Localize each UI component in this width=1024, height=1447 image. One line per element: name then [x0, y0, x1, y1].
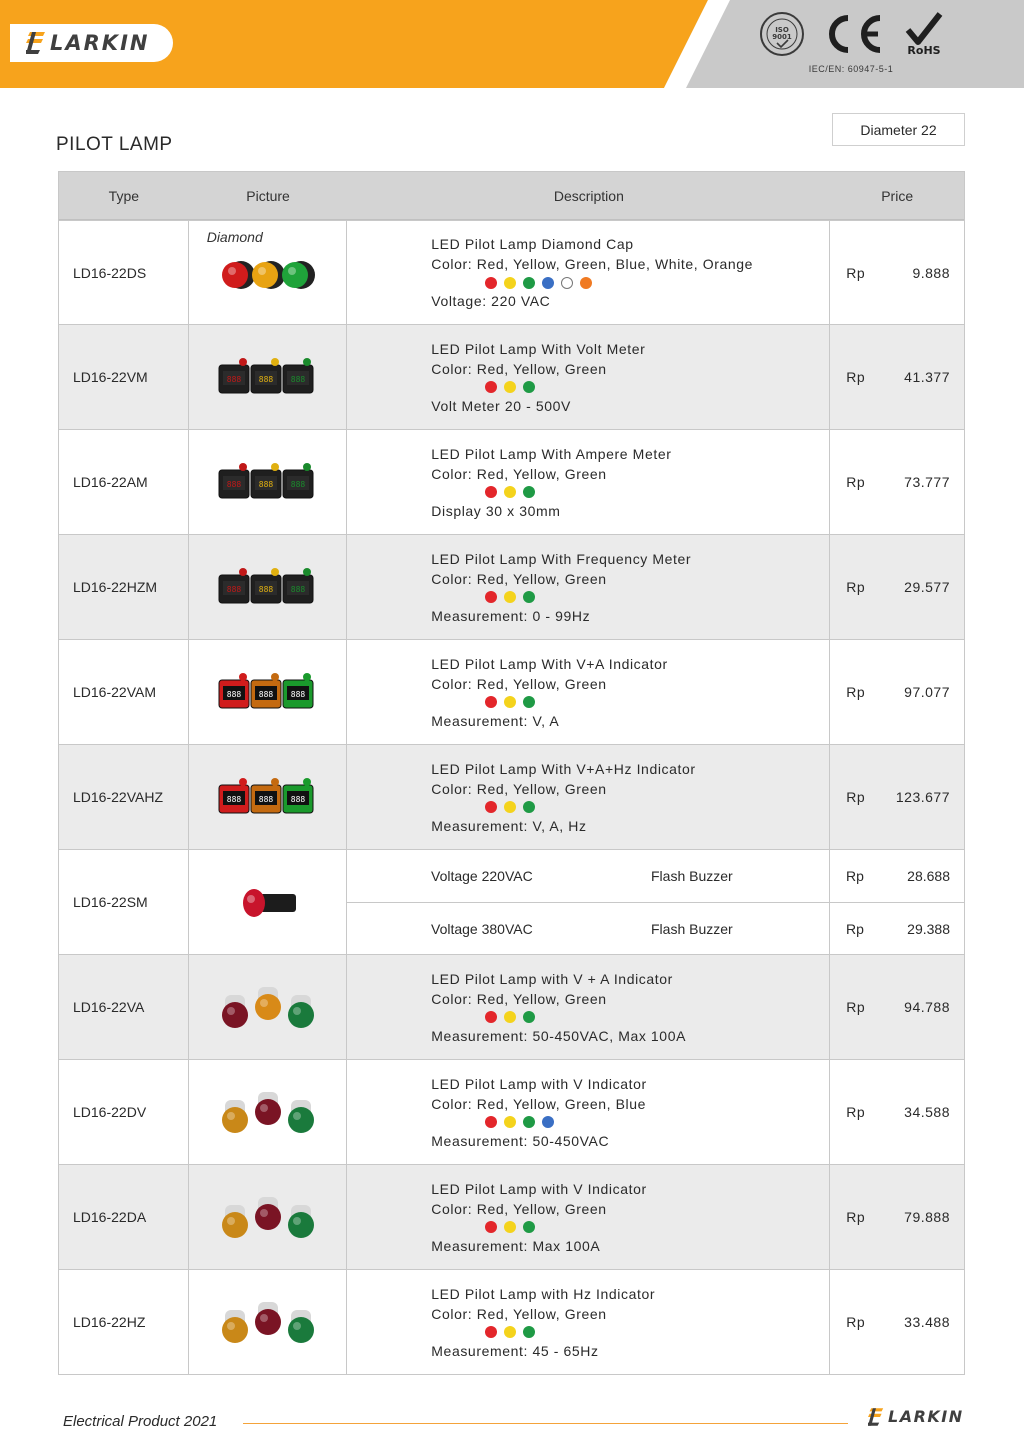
price-value: 29.577 — [904, 579, 950, 595]
picture-label: Diamond — [206, 229, 263, 245]
footer-divider — [243, 1423, 848, 1424]
color-swatch — [542, 277, 554, 289]
picture-cell — [189, 430, 348, 534]
color-swatches — [431, 379, 829, 396]
product-photo — [213, 1082, 323, 1142]
picture-cell — [189, 1270, 348, 1374]
color-swatch — [504, 801, 516, 813]
color-swatches — [431, 694, 829, 711]
product-title: LED Pilot Lamp with Hz Indicator — [431, 1285, 656, 1302]
svg-text:888: 888 — [290, 375, 305, 384]
variant-price-cell — [830, 850, 964, 902]
product-photo — [213, 1292, 323, 1352]
color-swatch — [485, 1011, 497, 1023]
color-options: Color: Red, Yellow, Green — [431, 1200, 607, 1217]
color-swatches — [431, 1219, 829, 1236]
color-swatch — [504, 381, 516, 393]
svg-text:888: 888 — [226, 795, 241, 804]
color-swatch — [485, 486, 497, 498]
product-photo — [213, 347, 323, 407]
color-options: Color: Red, Yellow, Green — [431, 1305, 607, 1322]
variant-feature: Flash Buzzer — [651, 868, 733, 884]
picture-cell — [189, 535, 348, 639]
currency: Rp — [846, 868, 864, 884]
table-row — [59, 324, 964, 429]
product-type: LD16-22VAM — [59, 640, 189, 744]
table-row — [59, 429, 964, 534]
price-cell — [830, 955, 964, 1059]
table-body — [59, 220, 964, 1374]
header-picture: Picture — [246, 187, 290, 204]
product-type: LD16-22DA — [59, 1165, 189, 1269]
product-title: LED Pilot Lamp With Ampere Meter — [431, 445, 672, 462]
svg-text:888: 888 — [290, 585, 305, 594]
color-swatch — [504, 1011, 516, 1023]
product-type: LD16-22DV — [59, 1060, 189, 1164]
price-value: 79.888 — [904, 1209, 950, 1225]
color-swatch — [485, 801, 497, 813]
svg-text:9001: 9001 — [772, 33, 792, 41]
table-row — [59, 220, 964, 324]
variant-feature: Flash Buzzer — [651, 920, 733, 937]
color-swatch — [504, 1326, 516, 1338]
variant-voltage: Voltage 220VAC — [431, 868, 533, 884]
product-photo — [212, 872, 322, 932]
product-detail: Voltage: 220 VAC — [431, 293, 551, 309]
color-options: Color: Red, Yellow, Green — [431, 990, 607, 1007]
picture-cell — [189, 221, 348, 324]
price-value: 29.388 — [907, 920, 950, 937]
product-photo — [213, 452, 323, 512]
color-options: Color: Red, Yellow, Green — [431, 465, 607, 482]
color-swatch — [523, 381, 535, 393]
color-swatches — [431, 1114, 829, 1131]
product-table — [58, 171, 965, 1375]
rohs-label: RoHS — [907, 44, 941, 56]
diameter-badge: Diameter 22 — [832, 113, 965, 146]
price-value: 123.677 — [895, 789, 950, 805]
color-swatches — [431, 1324, 829, 1341]
product-type: LD16-22HZ — [59, 1270, 189, 1374]
description-cell — [347, 535, 830, 639]
product-title: LED Pilot Lamp With Volt Meter — [431, 340, 646, 357]
table-row — [59, 1164, 964, 1269]
table-row — [59, 1059, 964, 1164]
color-swatch — [504, 591, 516, 603]
color-options: Color: Red, Yellow, Green — [431, 675, 607, 692]
product-title: LED Pilot Lamp Diamond Cap — [431, 236, 634, 252]
currency: Rp — [846, 474, 866, 490]
color-swatch — [485, 277, 497, 289]
picture-cell — [189, 1165, 348, 1269]
header-price: Price — [881, 187, 914, 204]
description-cell — [347, 325, 830, 429]
color-swatches — [431, 274, 829, 291]
color-options: Color: Red, Yellow, Green — [431, 570, 607, 587]
description-cell — [347, 430, 830, 534]
variant-price-cell — [830, 903, 964, 954]
standard-label: IEC/EN: 60947-5-1 — [808, 64, 894, 74]
product-title: LED Pilot Lamp With Frequency Meter — [431, 550, 692, 567]
brand-logo — [10, 24, 173, 62]
price-value: 34.588 — [904, 1104, 950, 1120]
color-swatch — [485, 1326, 497, 1338]
color-swatch — [504, 1221, 516, 1233]
color-swatch — [523, 1116, 535, 1128]
table-row — [59, 849, 964, 954]
product-type: LD16-22VM — [59, 325, 189, 429]
product-detail: Measurement: 50-450VAC — [431, 1132, 610, 1149]
product-detail: Measurement: 50-450VAC, Max 100A — [431, 1027, 687, 1044]
product-type: LD16-22AM — [59, 430, 189, 534]
product-type: LD16-22HZM — [59, 535, 189, 639]
iso-certificate-icon — [759, 11, 805, 57]
description-cell — [347, 955, 830, 1059]
color-options: Color: Red, Yellow, Green — [431, 360, 607, 377]
price-cell — [830, 535, 964, 639]
svg-text:888: 888 — [290, 690, 305, 699]
color-swatch — [523, 1326, 535, 1338]
table-header — [59, 172, 964, 220]
description-cell — [347, 640, 830, 744]
product-title: LED Pilot Lamp with V + A Indicator — [431, 970, 673, 987]
svg-text:888: 888 — [290, 480, 305, 489]
svg-text:888: 888 — [258, 795, 273, 804]
price-cell — [830, 221, 964, 324]
variant-row — [347, 850, 964, 902]
price-cell — [830, 640, 964, 744]
svg-text:888: 888 — [258, 375, 273, 384]
currency: Rp — [846, 1209, 866, 1225]
color-swatch — [504, 1116, 516, 1128]
color-swatches — [431, 1009, 829, 1026]
currency: Rp — [846, 579, 866, 595]
product-detail: Measurement: V, A, Hz — [431, 817, 587, 834]
product-detail: Volt Meter 20 - 500V — [431, 397, 571, 414]
product-detail: Display 30 x 30mm — [431, 502, 561, 519]
currency: Rp — [846, 264, 866, 281]
color-swatch — [523, 591, 535, 603]
color-swatch — [523, 486, 535, 498]
rohs-check-icon — [902, 10, 946, 56]
currency: Rp — [846, 684, 866, 700]
color-swatches — [431, 484, 829, 501]
product-detail: Measurement: V, A — [431, 712, 560, 729]
price-value: 41.377 — [904, 369, 950, 385]
price-cell — [830, 325, 964, 429]
picture-cell — [189, 955, 348, 1059]
color-swatch — [523, 696, 535, 708]
color-swatch — [485, 591, 497, 603]
price-value: 33.488 — [904, 1314, 950, 1330]
table-row — [59, 1269, 964, 1374]
svg-text:888: 888 — [258, 690, 273, 699]
product-photo — [213, 662, 323, 722]
color-swatch — [542, 1116, 554, 1128]
product-detail: Measurement: Max 100A — [431, 1237, 601, 1254]
ce-mark-icon — [822, 14, 884, 54]
color-swatch — [523, 277, 535, 289]
color-swatch — [504, 486, 516, 498]
svg-text:888: 888 — [290, 795, 305, 804]
table-row — [59, 639, 964, 744]
price-value: 73.777 — [904, 474, 950, 490]
variant-group — [347, 850, 964, 954]
svg-text:888: 888 — [226, 585, 241, 594]
page-title: PILOT LAMP — [56, 134, 173, 155]
color-options: Color: Red, Yellow, Green, Blue — [431, 1095, 647, 1112]
footer-brand: LARKIN — [888, 1407, 964, 1426]
product-photo — [213, 557, 323, 617]
currency: Rp — [846, 1314, 866, 1330]
variant-voltage: Voltage 380VAC — [431, 920, 533, 937]
svg-text:888: 888 — [226, 690, 241, 699]
iso-label: ISO — [775, 26, 789, 34]
picture-cell — [189, 640, 348, 744]
price-cell — [830, 745, 964, 849]
product-photo — [213, 1187, 323, 1247]
price-value: 94.788 — [904, 999, 950, 1015]
color-swatch — [523, 801, 535, 813]
svg-text:888: 888 — [258, 480, 273, 489]
svg-text:888: 888 — [226, 480, 241, 489]
currency: Rp — [846, 920, 864, 937]
picture-cell — [189, 850, 347, 954]
color-swatch — [523, 1221, 535, 1233]
currency: Rp — [846, 999, 866, 1015]
price-value: 9.888 — [912, 264, 950, 281]
table-row — [59, 534, 964, 639]
color-swatch — [485, 1116, 497, 1128]
color-swatch — [561, 277, 573, 289]
product-type: LD16-22DS — [59, 221, 189, 324]
description-cell — [347, 1270, 830, 1374]
price-cell — [830, 1165, 964, 1269]
currency: Rp — [846, 369, 866, 385]
footer-text: Electrical Product 2021 — [63, 1413, 218, 1430]
description-cell — [347, 221, 830, 324]
price-cell — [830, 430, 964, 534]
picture-cell — [189, 1060, 348, 1164]
product-detail: Measurement: 0 - 99Hz — [431, 607, 591, 624]
product-photo — [213, 243, 323, 303]
price-cell — [830, 1270, 964, 1374]
table-row — [59, 744, 964, 849]
color-swatch — [504, 277, 516, 289]
description-cell — [347, 1165, 830, 1269]
description-cell — [347, 1060, 830, 1164]
color-swatch — [485, 1221, 497, 1233]
color-options: Color: Red, Yellow, Green — [431, 780, 607, 797]
svg-text:888: 888 — [258, 585, 273, 594]
product-detail: Measurement: 45 - 65Hz — [431, 1342, 599, 1359]
variant-description — [347, 903, 830, 954]
color-options: Color: Red, Yellow, Green, Blue, White, Orange — [431, 256, 754, 272]
brand-name: LARKIN — [50, 31, 150, 55]
color-swatch — [523, 1011, 535, 1023]
product-title: LED Pilot Lamp with V Indicator — [431, 1180, 647, 1197]
product-photo — [213, 767, 323, 827]
product-type: LD16-22SM — [59, 850, 189, 954]
color-swatch — [580, 277, 592, 289]
picture-cell — [189, 745, 348, 849]
price-value: 28.688 — [907, 868, 950, 884]
product-type: LD16-22VAHZ — [59, 745, 189, 849]
table-row — [59, 954, 964, 1059]
product-photo — [213, 977, 323, 1037]
product-type: LD16-22VA — [59, 955, 189, 1059]
currency: Rp — [846, 789, 866, 805]
color-swatch — [485, 696, 497, 708]
product-title: LED Pilot Lamp With V+A+Hz Indicator — [431, 760, 696, 777]
svg-text:888: 888 — [226, 375, 241, 384]
header-description: Description — [553, 187, 624, 204]
price-value: 97.077 — [904, 684, 950, 700]
product-title: LED Pilot Lamp With V+A Indicator — [431, 655, 668, 672]
color-swatch — [485, 381, 497, 393]
color-swatch — [504, 696, 516, 708]
variant-description — [347, 850, 830, 902]
currency: Rp — [846, 1104, 866, 1120]
larkin-logo-icon — [26, 32, 46, 54]
product-title: LED Pilot Lamp with V Indicator — [431, 1075, 647, 1092]
larkin-logo-icon — [868, 1408, 884, 1426]
picture-cell — [189, 325, 348, 429]
footer-logo — [868, 1407, 964, 1426]
header-type: Type — [108, 187, 140, 204]
price-cell — [830, 1060, 964, 1164]
color-swatches — [431, 589, 829, 606]
variant-row — [347, 902, 964, 954]
color-swatches — [431, 799, 829, 816]
description-cell — [347, 745, 830, 849]
